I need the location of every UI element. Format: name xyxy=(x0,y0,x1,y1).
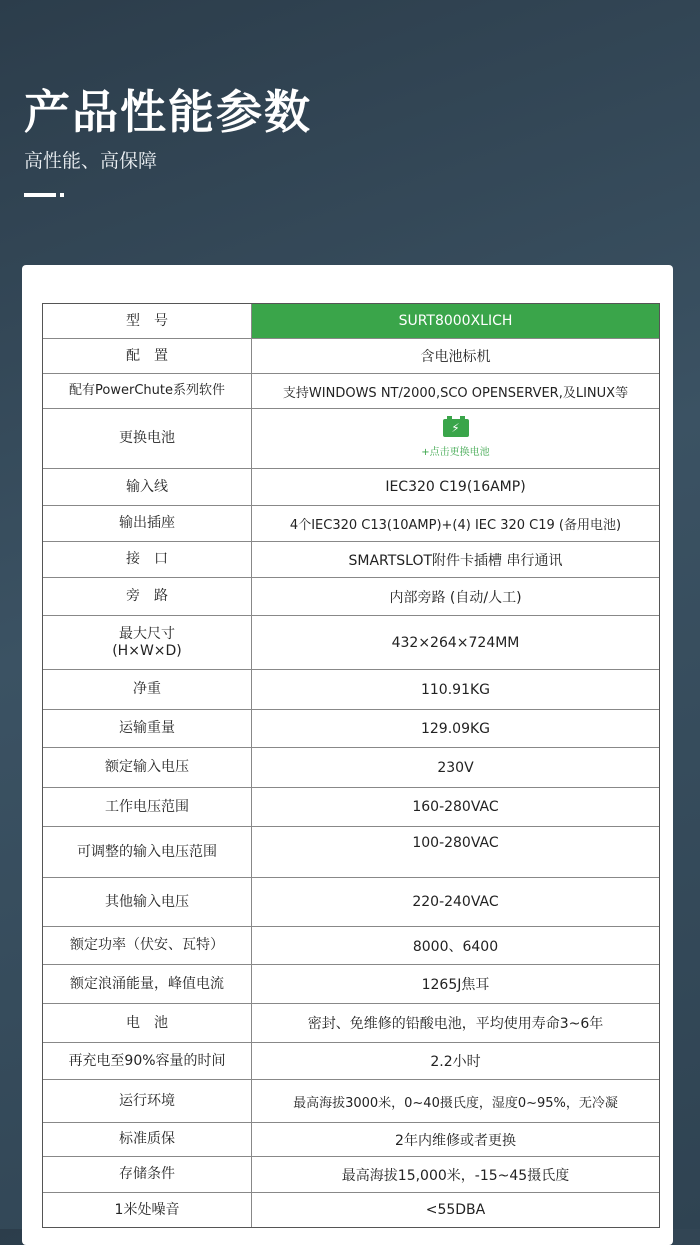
spec-label: 额定浪涌能量，峰值电流 xyxy=(43,965,252,1003)
replace-battery-cell xyxy=(252,409,659,468)
spec-value: <55DBA xyxy=(425,1202,486,1218)
spec-row-software xyxy=(43,373,659,408)
spec-value: 8000、6400 xyxy=(412,938,499,955)
spec-label: 输入线 xyxy=(43,469,252,505)
header-divider-dot xyxy=(60,193,64,197)
spec-label: 标准质保 xyxy=(43,1123,252,1156)
spec-value: 2年内维修或者更换 xyxy=(395,1132,516,1149)
spec-row-other-input-voltages xyxy=(43,877,659,926)
spec-label: 其他输入电压 xyxy=(43,878,252,926)
spec-label: 可调整的输入电压范围 xyxy=(43,827,252,877)
spec-row-interface xyxy=(43,541,659,577)
spec-label-dimensions xyxy=(43,616,252,669)
spec-label: 电 池 xyxy=(43,1004,252,1042)
spec-value: 110.91KG xyxy=(420,681,490,698)
spec-value: 内部旁路 (自动/人工) xyxy=(389,589,522,606)
header-subtitle: 高性能、高保障 xyxy=(24,150,158,172)
battery-charging-icon[interactable]: ⚡ xyxy=(443,419,469,437)
spec-row-net-weight xyxy=(43,669,659,709)
spec-row-bypass xyxy=(43,577,659,615)
spec-value: 最高海拔3000米，0~40摄氏度，湿度0~95%，无冷凝 xyxy=(293,1095,618,1111)
spec-label: 运输重量 xyxy=(43,710,252,747)
spec-value: 160-280VAC xyxy=(412,799,499,815)
spec-label: 输出插座 xyxy=(43,506,252,541)
spec-row-output-receptacles xyxy=(43,505,659,541)
spec-label: 更换电池 xyxy=(43,409,252,468)
spec-label: 存储条件 xyxy=(43,1157,252,1192)
spec-label: 净重 xyxy=(43,670,252,709)
spec-row-surge-energy xyxy=(43,964,659,1003)
spec-row-dimensions xyxy=(43,615,659,669)
spec-row-model xyxy=(43,304,659,338)
spec-value: IEC320 C19(16AMP) xyxy=(385,479,526,495)
spec-row-storage xyxy=(43,1156,659,1192)
spec-row-input-cord xyxy=(43,468,659,505)
spec-label: 再充电至90%容量的时间 xyxy=(43,1043,252,1079)
spec-label: 接 口 xyxy=(43,542,252,577)
spec-row-power-capacity xyxy=(43,926,659,964)
spec-label: 配有PowerChute系列软件 xyxy=(43,374,252,408)
spec-label: 额定输入电压 xyxy=(43,748,252,787)
spec-value-model: SURT8000XLICH xyxy=(252,304,659,338)
spec-value: 密封、免维修的铅酸电池，平均使用寿命3~6年 xyxy=(307,1016,604,1032)
spec-value: 4个IEC320 C13(10AMP)+(4) IEC 320 C19 (备用电池) xyxy=(289,518,622,533)
spec-row-operating-environment xyxy=(43,1079,659,1122)
spec-row-recharge-time xyxy=(43,1042,659,1079)
spec-card xyxy=(22,265,673,1245)
replace-battery-link[interactable]: +点击更换电池 xyxy=(421,447,490,458)
spec-row-shipping-weight xyxy=(43,709,659,747)
spec-row-noise xyxy=(43,1192,659,1227)
spec-row-warranty xyxy=(43,1122,659,1156)
spec-row-replace-battery xyxy=(43,408,659,468)
spec-label: 最大尺寸 xyxy=(119,626,175,643)
spec-value: 1265J焦耳 xyxy=(421,977,490,993)
spec-value: 129.09KG xyxy=(420,720,490,737)
spec-value: 含电池标机 xyxy=(420,349,491,365)
spec-label: 型 号 xyxy=(43,304,252,338)
spec-value: 100-280VAC xyxy=(412,835,499,851)
spec-label: 运行环境 xyxy=(43,1080,252,1122)
spec-label: 工作电压范围 xyxy=(43,788,252,826)
spec-label: 配 置 xyxy=(43,339,252,373)
header-divider xyxy=(24,193,56,197)
spec-label: 旁 路 xyxy=(43,578,252,615)
spec-value: 220-240VAC xyxy=(412,894,499,910)
spec-value: 最高海拔15,000米，-15~45摄氏度 xyxy=(341,1167,570,1184)
spec-row-operating-voltage-range xyxy=(43,787,659,826)
spec-value: SMARTSLOT附件卡插槽 串行通讯 xyxy=(348,552,563,569)
spec-label: 额定功率（伏安、瓦特） xyxy=(43,927,252,964)
spec-value: 2.2小时 xyxy=(430,1054,481,1070)
spec-label-sub: (H×W×D) xyxy=(112,642,182,659)
spec-value: 432×264×724MM xyxy=(391,634,520,651)
header-title: 产品性能参数 xyxy=(24,85,312,139)
spec-label: 1米处噪音 xyxy=(43,1193,252,1227)
spec-row-battery xyxy=(43,1003,659,1042)
spec-row-adjustable-voltage-range xyxy=(43,826,659,877)
spec-value: 230V xyxy=(437,759,474,776)
spec-table xyxy=(42,303,660,1228)
spec-row-config xyxy=(43,338,659,373)
spec-value: 支持WINDOWS NT/2000,SCO OPENSERVER,及LINUX等 xyxy=(282,385,629,401)
spec-row-nominal-input-voltage xyxy=(43,747,659,787)
